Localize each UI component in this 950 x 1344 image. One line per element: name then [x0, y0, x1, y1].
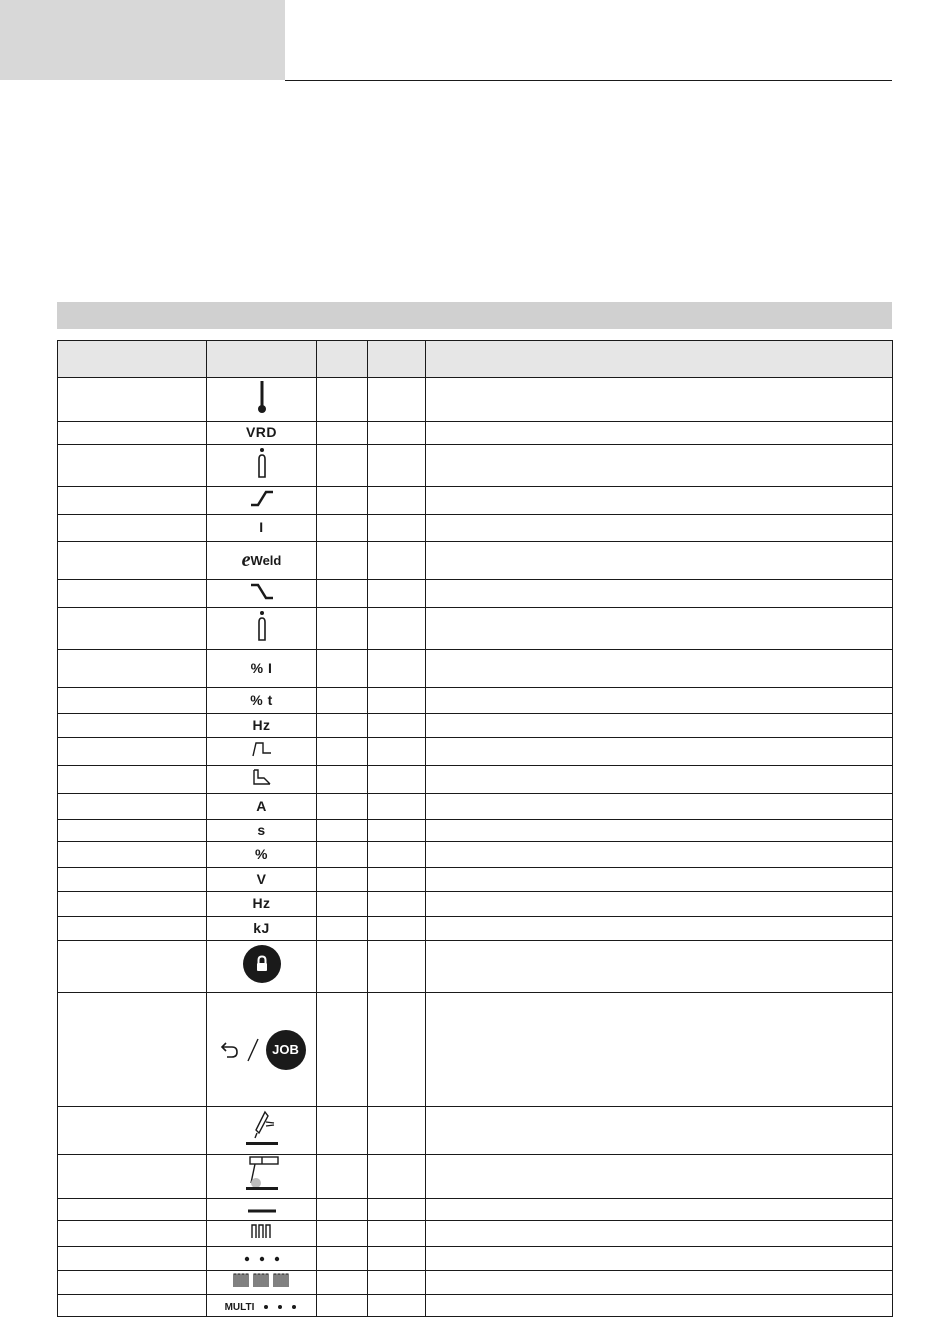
table-cell: [58, 1271, 207, 1295]
table-cell: [207, 941, 317, 993]
table-cell: [58, 917, 207, 941]
table-cell: [58, 892, 207, 917]
table-row: [58, 738, 893, 766]
table-cell: [58, 650, 207, 688]
table-cell: [317, 941, 368, 993]
frequency-icon: Hz: [252, 716, 271, 733]
pulse-peak-icon: [251, 740, 273, 758]
table-cell: [207, 580, 317, 608]
table-cell: [426, 941, 893, 993]
table-cell: [368, 917, 426, 941]
table-cell: [317, 608, 368, 650]
table-cell: [207, 842, 317, 868]
table-cell: [58, 1221, 207, 1247]
table-cell: [426, 542, 893, 580]
table-cell: [317, 1271, 368, 1295]
percent-time-icon: % t: [250, 691, 273, 708]
table-cell: [368, 842, 426, 868]
table-cell: [368, 1247, 426, 1271]
multi-dots-icon: MULTI: [225, 1302, 299, 1313]
table-cell: [426, 766, 893, 794]
table-row: [58, 580, 893, 608]
table-cell: [317, 650, 368, 688]
table-cell: [368, 542, 426, 580]
table-cell: [426, 1295, 893, 1317]
table-row: [58, 714, 893, 738]
gas-cylinder-icon: [257, 610, 267, 642]
table-cell: [317, 842, 368, 868]
table-row: [58, 515, 893, 542]
table-cell: [317, 688, 368, 714]
table-cell: [58, 714, 207, 738]
table-cell: [317, 868, 368, 892]
table-row: [58, 766, 893, 794]
table-cell: [426, 515, 893, 542]
table-cell: [368, 1107, 426, 1155]
table-row: [58, 1107, 893, 1155]
job-icon: JOB: [218, 1030, 306, 1070]
table-cell: [207, 892, 317, 917]
section-title-bar: [57, 302, 892, 329]
table-row: [58, 842, 893, 868]
line-icon: [248, 1208, 276, 1214]
table-cell: [207, 1155, 317, 1199]
table-cell: [317, 794, 368, 820]
table-cell: [317, 1295, 368, 1317]
table-cell: [207, 608, 317, 650]
table-cell: [368, 688, 426, 714]
table-row: [58, 688, 893, 714]
table-cell: [207, 993, 317, 1107]
table-cell: [426, 650, 893, 688]
symbols-table: [57, 340, 893, 1317]
table-cell: [207, 542, 317, 580]
table-cell: [368, 422, 426, 445]
table-cell: [426, 580, 893, 608]
table-cell: [58, 794, 207, 820]
table-row: [58, 868, 893, 892]
torch-icon: [244, 1108, 280, 1148]
table-cell: [317, 766, 368, 794]
table-cell: [368, 1295, 426, 1317]
percent-icon: %: [255, 845, 268, 862]
table-cell: [58, 580, 207, 608]
table-row: [58, 487, 893, 515]
header-cell: [368, 341, 426, 378]
table-cell: [207, 738, 317, 766]
table-cell: [207, 487, 317, 515]
table-row: [58, 917, 893, 941]
table-row: [58, 1271, 893, 1295]
table-cell: [317, 1199, 368, 1221]
table-cell: [368, 993, 426, 1107]
table-row: [58, 794, 893, 820]
table-cell: [368, 820, 426, 842]
header-rule: [285, 80, 892, 81]
table-cell: [368, 515, 426, 542]
table-cell: [317, 820, 368, 842]
table-cell: [426, 1155, 893, 1199]
table-cell: [317, 445, 368, 487]
gas-cylinder-icon: [257, 447, 267, 479]
table-cell: [426, 820, 893, 842]
table-cell: [58, 1155, 207, 1199]
table-cell: [426, 993, 893, 1107]
table-cell: [58, 515, 207, 542]
table-cell: [426, 1199, 893, 1221]
table-cell: [207, 766, 317, 794]
table-cell: [317, 1247, 368, 1271]
table-cell: [317, 1155, 368, 1199]
table-cell: [426, 378, 893, 422]
pulse-icon: [251, 1223, 273, 1239]
table-cell: [426, 714, 893, 738]
table-row: [58, 650, 893, 688]
header-cell: [317, 341, 368, 378]
table-cell: [58, 1295, 207, 1317]
volt-icon: V: [256, 870, 267, 887]
table-row: [58, 378, 893, 422]
table-cell: [426, 445, 893, 487]
table-row: [58, 892, 893, 917]
table-cell: [207, 1271, 317, 1295]
table-cell: [207, 1107, 317, 1155]
table-cell: [58, 820, 207, 842]
table-row: [58, 941, 893, 993]
table-cell: [58, 941, 207, 993]
table-header-row: [58, 341, 893, 378]
table-cell: [207, 1221, 317, 1247]
table-row: [58, 1247, 893, 1271]
table-cell: [317, 993, 368, 1107]
table-cell: [426, 422, 893, 445]
table-cell: [368, 1271, 426, 1295]
ampere-icon: A: [256, 797, 267, 814]
table-cell: [58, 842, 207, 868]
table-cell: [58, 1247, 207, 1271]
table-row: [58, 445, 893, 487]
table-cell: [317, 580, 368, 608]
table-cell: [207, 917, 317, 941]
table-row: [58, 1221, 893, 1247]
table-cell: [317, 892, 368, 917]
table-cell: [368, 1199, 426, 1221]
table-cell: [368, 892, 426, 917]
table-cell: [58, 608, 207, 650]
table-cell: [58, 487, 207, 515]
vrd-icon: VRD: [245, 424, 278, 440]
seconds-icon: s: [257, 821, 266, 838]
table-cell: [317, 378, 368, 422]
table-row: [58, 542, 893, 580]
dots-icon: [242, 1255, 282, 1263]
table-cell: [317, 917, 368, 941]
table-cell: [426, 842, 893, 868]
kilojoule-icon: kJ: [253, 919, 270, 936]
table-cell: [317, 1221, 368, 1247]
table-cell: [317, 714, 368, 738]
frequency-icon: Hz: [252, 895, 271, 911]
electrode-holder-icon: [244, 1155, 280, 1193]
table-cell: [58, 766, 207, 794]
table-cell: [207, 1247, 317, 1271]
header-tab: [0, 0, 285, 80]
lock-icon: [242, 944, 282, 984]
table-cell: [368, 580, 426, 608]
table-cell: [317, 542, 368, 580]
pulse-base-icon: [251, 768, 273, 786]
table-cell: [426, 794, 893, 820]
table-cell: [426, 1271, 893, 1295]
eweld-icon: e Weld: [241, 549, 282, 571]
table-cell: [58, 868, 207, 892]
multi-pulse-icon: [233, 1272, 291, 1288]
current-icon: I: [259, 519, 264, 535]
table-cell: [207, 794, 317, 820]
slash-divider: [246, 1037, 260, 1063]
table-cell: [368, 1155, 426, 1199]
table-cell: [207, 688, 317, 714]
table-cell: [368, 794, 426, 820]
table-cell: [368, 738, 426, 766]
table-row: [58, 1295, 893, 1317]
table-cell: [368, 1221, 426, 1247]
table-row: [58, 608, 893, 650]
table-cell: [426, 738, 893, 766]
table-cell: [368, 766, 426, 794]
percent-current-icon: % I: [250, 659, 273, 676]
table-cell: [58, 688, 207, 714]
table-cell: [368, 445, 426, 487]
table-cell: [368, 487, 426, 515]
table-cell: [368, 868, 426, 892]
table-cell: [58, 542, 207, 580]
table-row: [58, 993, 893, 1107]
table-cell: [426, 688, 893, 714]
table-row: [58, 1199, 893, 1221]
table-cell: [368, 714, 426, 738]
table-cell: [207, 445, 317, 487]
undo-icon: [218, 1039, 240, 1061]
table-cell: [207, 820, 317, 842]
table-cell: [426, 487, 893, 515]
table-cell: [368, 941, 426, 993]
table-cell: [207, 1199, 317, 1221]
thermometer-icon: [257, 380, 267, 414]
table-cell: [207, 868, 317, 892]
table-cell: [58, 378, 207, 422]
table-cell: [368, 608, 426, 650]
header-cell: [58, 341, 207, 378]
table-cell: [58, 445, 207, 487]
table-row: [58, 422, 893, 445]
header-cell: [426, 341, 893, 378]
header-cell: [207, 341, 317, 378]
table-cell: [207, 515, 317, 542]
table-cell: [207, 1295, 317, 1317]
table-cell: [58, 1199, 207, 1221]
table-cell: [317, 1107, 368, 1155]
table-row: [58, 1155, 893, 1199]
table-cell: [317, 738, 368, 766]
table-cell: [317, 422, 368, 445]
table-cell: [58, 422, 207, 445]
table-cell: [317, 487, 368, 515]
table-cell: [426, 1221, 893, 1247]
table-cell: [58, 1107, 207, 1155]
table-cell: [317, 515, 368, 542]
table-cell: [426, 1107, 893, 1155]
table-cell: [426, 608, 893, 650]
downslope-icon: [249, 582, 275, 600]
table-cell: [207, 650, 317, 688]
upslope-icon: [249, 489, 275, 507]
table-cell: [207, 714, 317, 738]
table-cell: [426, 868, 893, 892]
table-cell: [207, 422, 317, 445]
table-cell: [58, 738, 207, 766]
table-cell: [426, 1247, 893, 1271]
table-cell: [426, 917, 893, 941]
table-row: [58, 820, 893, 842]
table-cell: [368, 378, 426, 422]
table-cell: [368, 650, 426, 688]
table-cell: [207, 378, 317, 422]
table-cell: [58, 993, 207, 1107]
table-cell: [426, 892, 893, 917]
